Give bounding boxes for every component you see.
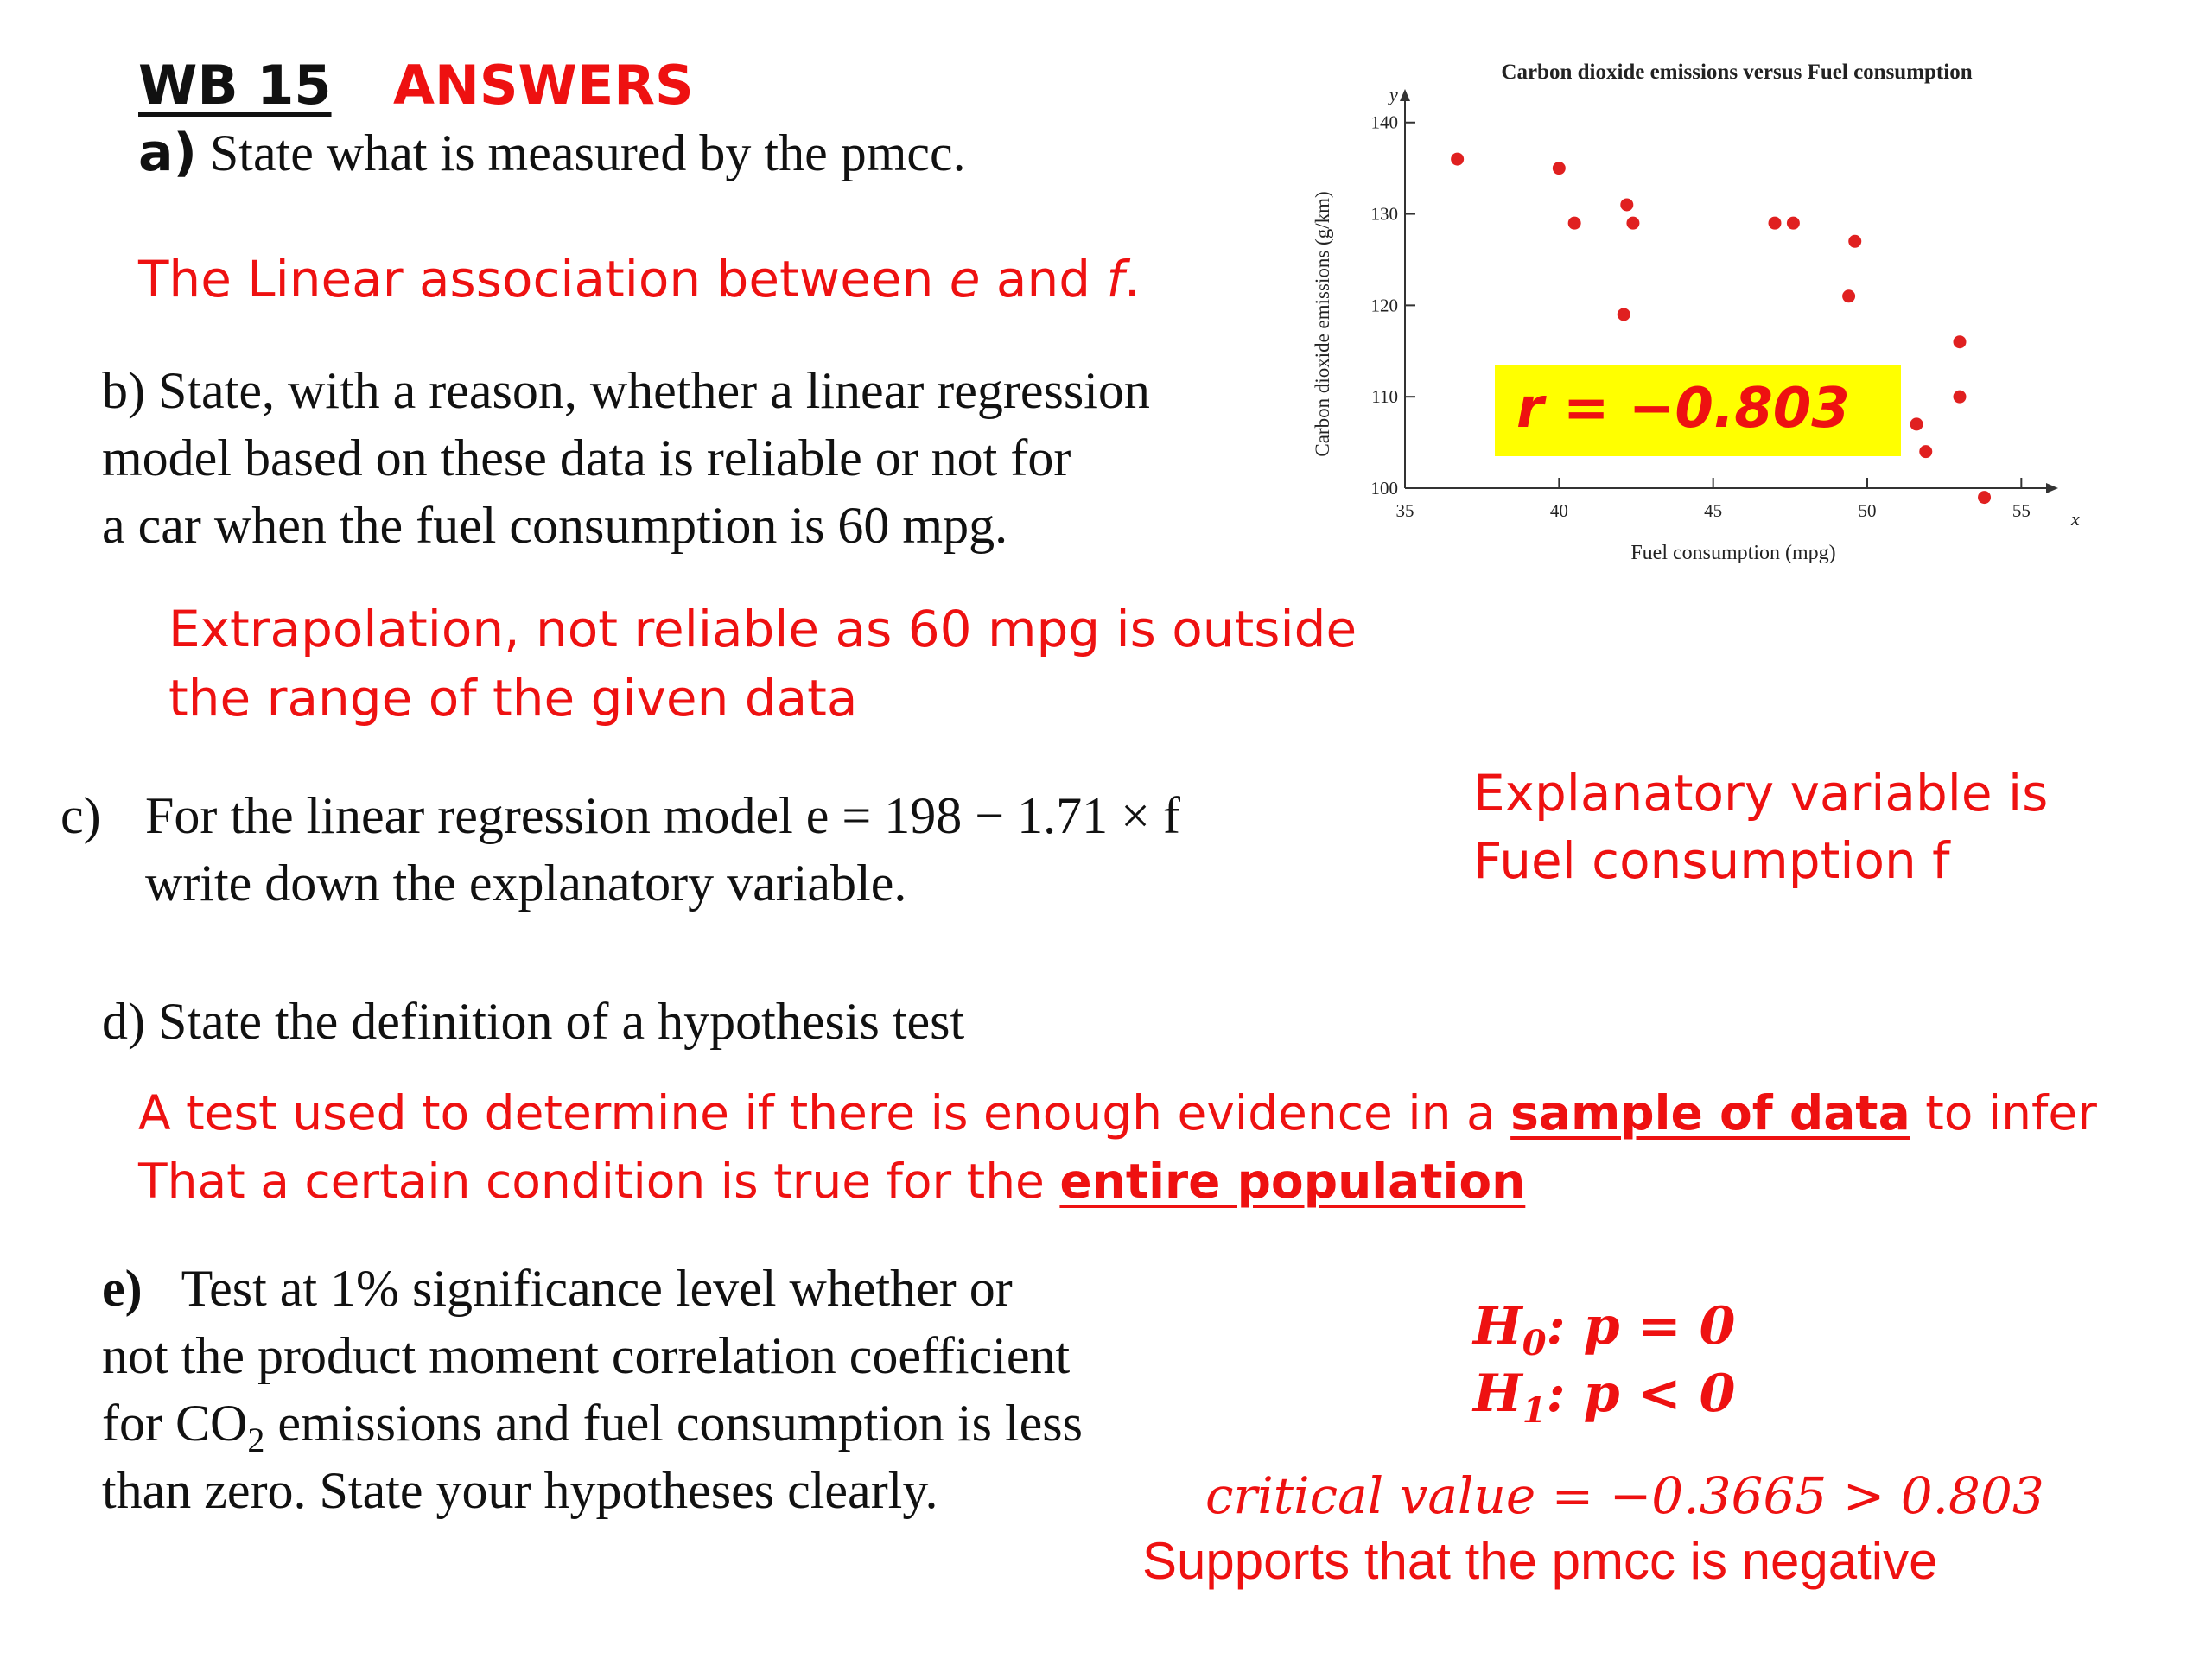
data-point [1568,217,1581,230]
chart-y-label: Carbon dioxide emissions (g/km) [1312,191,1333,457]
answer-c-line1: Explanatory variable is [1473,764,2049,823]
question-b-line3: a car when the fuel consumption is 60 mpg. [102,497,1008,554]
answer-d-line2 [138,1147,1525,1216]
y-tick-label: 100 [1370,478,1398,499]
answer-a-end: . [1123,250,1141,308]
answer-a-prefix: The Linear association between [138,250,950,308]
answer-d-line2-pre: That a certain condition is true for the [138,1154,1060,1209]
y-axis-arrow [1400,89,1410,101]
question-a-text: State what is measured by the pmcc. [209,124,966,181]
x-tick-label: 45 [1704,500,1723,521]
data-point [1978,491,1991,504]
answer-d-line1 [138,1078,2097,1147]
r-value: r = −0.803 [1516,377,1850,441]
data-point [1842,289,1855,302]
answer-a-mid: and [980,250,1107,308]
data-point [1919,445,1932,458]
y-axis-symbol: y [1389,84,1398,105]
question-e-line3-pre: for CO [102,1395,248,1452]
question-c-line2: write down the explanatory variable. [145,855,907,912]
conclusion: Supports that the pmcc is negative [1142,1532,1938,1590]
question-b-line2: model based on these data is reliable or not for [102,429,1071,486]
answer-a-var-e: e [949,250,981,308]
data-point [1626,217,1639,230]
answer-d-emph-population: entire population [1059,1154,1526,1209]
question-c-line1: For the linear regression model e = 198 − 1.71 × f [145,787,1180,844]
question-d: d) State the definition of a hypothesis test [102,993,965,1050]
question-e-line1 [102,1255,1013,1322]
chart-x-ticks [1396,478,2031,521]
answer-b-line2: the range of the given data [168,669,858,728]
question-b-line1: b) State, with a reason, whether a linear regression [102,362,1150,419]
x-tick-label: 35 [1395,500,1414,521]
data-point [1553,162,1566,175]
data-point [1954,335,1967,348]
answer-d-line1-pre: A test used to determine if there is enough evidence in a [138,1085,1511,1141]
chart-title: Carbon dioxide emissions versus Fuel consumption [1501,60,1973,84]
data-point [1954,391,1967,404]
question-e-line3-post: emissions and fuel consumption is less [264,1395,1083,1452]
critical-value: critical value = −0.3665 > 0.803 [1205,1466,2044,1525]
answer-c-line2: Fuel consumption f [1473,831,1950,890]
hypothesis-h0 [1473,1296,1735,1363]
question-e-label: e) [102,1260,143,1317]
question-a-label: a) [138,123,197,183]
question-e-line1-text: Test at 1% significance level whether or [181,1260,1013,1317]
chart-x-label: Fuel consumption (mpg) [1630,542,1836,564]
chart-y-ticks [1371,112,1416,499]
h1-expression: : p < 0 [1546,1363,1736,1424]
h0-expression: : p = 0 [1546,1296,1736,1357]
data-point [1451,153,1464,166]
y-tick-label: 140 [1370,111,1398,133]
x-tick-label: 50 [1858,500,1877,521]
data-point [1618,308,1630,321]
x-axis-arrow [2046,483,2058,493]
worksheet-title: WB 15 [138,54,332,117]
h1-subscript: 1 [1522,1390,1547,1431]
data-point [1848,235,1861,248]
data-point [1620,198,1633,211]
x-tick-label: 55 [2012,500,2031,521]
question-e-line3-sub: 2 [247,1421,265,1459]
y-tick-label: 130 [1370,203,1398,225]
y-tick-label: 120 [1370,295,1398,316]
answer-b-line1: Extrapolation, not reliable as 60 mpg is outside [168,600,1357,658]
x-tick-label: 40 [1549,500,1568,521]
x-axis-symbol: x [2071,508,2080,530]
answer-a-var-f: f [1106,250,1124,308]
question-e-line4: than zero. State your hypotheses clearly. [102,1462,938,1519]
data-point [1910,417,1923,430]
answer-a [138,245,1140,314]
h0-symbol: H [1473,1296,1522,1357]
answer-d-line1-post: to infer [1910,1085,2097,1141]
answer-d-emph-sample: sample of data [1510,1085,1910,1141]
scatter-chart [1296,48,2126,583]
y-tick-label: 110 [1371,386,1398,408]
data-point [1787,217,1800,230]
data-point [1769,217,1782,230]
question-e-line2: not the product moment correlation coefficient [102,1327,1071,1384]
question-a [138,119,966,187]
h1-symbol: H [1473,1363,1522,1424]
answers-label: ANSWERS [393,54,694,117]
question-c-label: c) [60,787,101,844]
h0-subscript: 0 [1522,1323,1547,1363]
hypothesis-h1 [1473,1363,1735,1431]
